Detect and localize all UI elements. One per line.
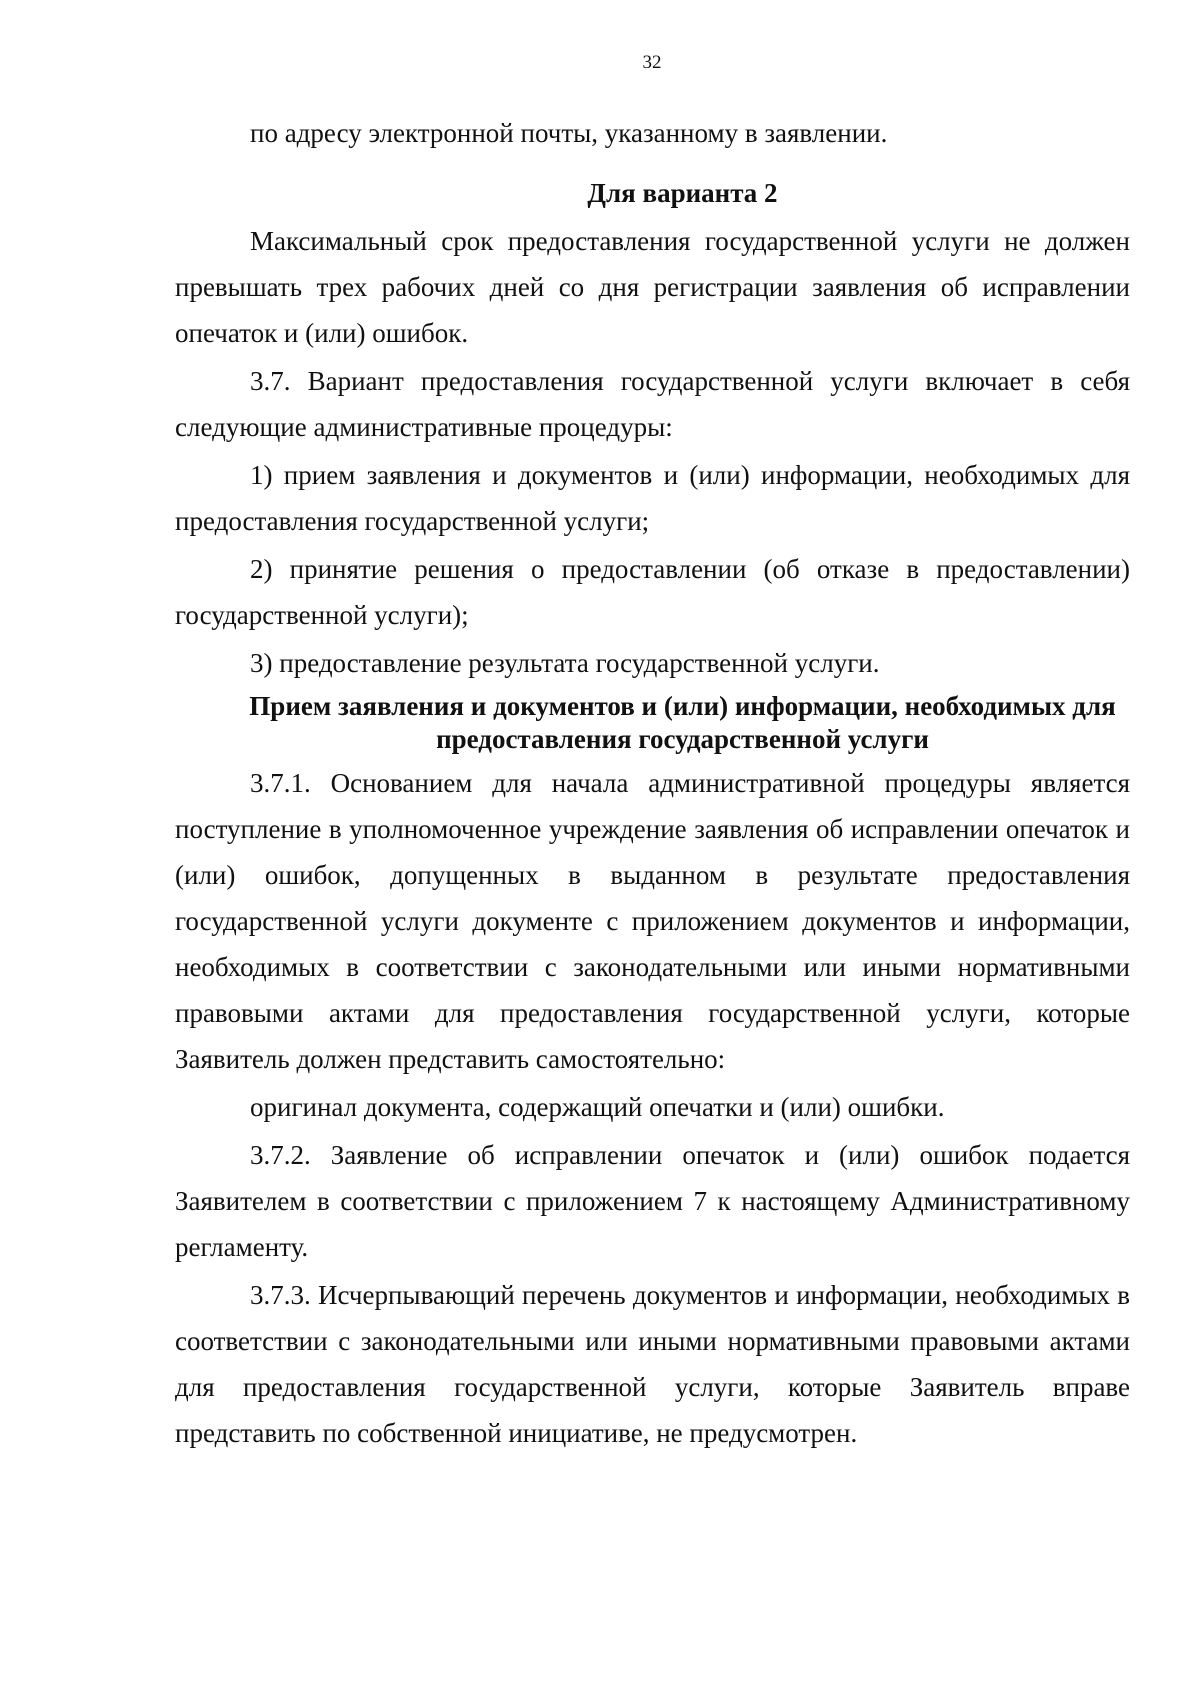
page-number: 32 [642, 52, 662, 73]
paragraph-email-address: по адресу электронной почты, указанному в заявлении. [250, 118, 888, 148]
list-item-2: 2) принятие решения о предоставлении (об отказе в предоставлении) государственной услуги); [175, 554, 1130, 630]
heading-variant-2: Для варианта 2 [587, 178, 778, 208]
heading-reception: Прием заявления и документов и (или) информации, необходимых для предоставления государственной услуги [249, 691, 1116, 754]
paragraph-original-document: оригинал документа, содержащий опечатки и (или) ошибки. [250, 1092, 945, 1122]
paragraph-3-7-2: 3.7.2. Заявление об исправлении опечаток и (или) ошибок подается Заявителем в соответствии с приложением 7 к настоящему Административному регламенту. [175, 1140, 1130, 1262]
paragraph-3-7-1: 3.7.1. Основанием для начала административной процедуры является поступление в уполномоченное учреждение заявления об исправлении опечаток и (или) ошибок, допущенных в выданном в результате предоставления государственной услуги документе с приложением документов и информации, необходимых в соответствии с законодательными или иными нормативными правовыми актами для предоставления государственной услуги, которые Заявитель должен представить самостоятельно: [175, 768, 1130, 1074]
paragraph-3-7: 3.7. Вариант предоставления государственной услуги включает в себя следующие административные процедуры: [175, 366, 1130, 442]
paragraph-3-7-3: 3.7.3. Исчерпывающий перечень документов и информации, необходимых в соответствии с законодательными или иными нормативными правовыми актами для предоставления государственной услуги, которые Заявитель вправе представить по собственной инициативе, не предусмотрен. [175, 1280, 1130, 1448]
list-item-1: 1) прием заявления и документов и (или) информации, необходимых для предоставления государственной услуги; [175, 460, 1130, 536]
document-body [175, 110, 1130, 1456]
paragraph-max-term: Максимальный срок предоставления государственной услуги не должен превышать трех рабочих дней со дня регистрации заявления об исправлении опечаток и (или) ошибок. [175, 226, 1130, 348]
list-item-3: 3) предоставление результата государственной услуги. [250, 648, 880, 678]
